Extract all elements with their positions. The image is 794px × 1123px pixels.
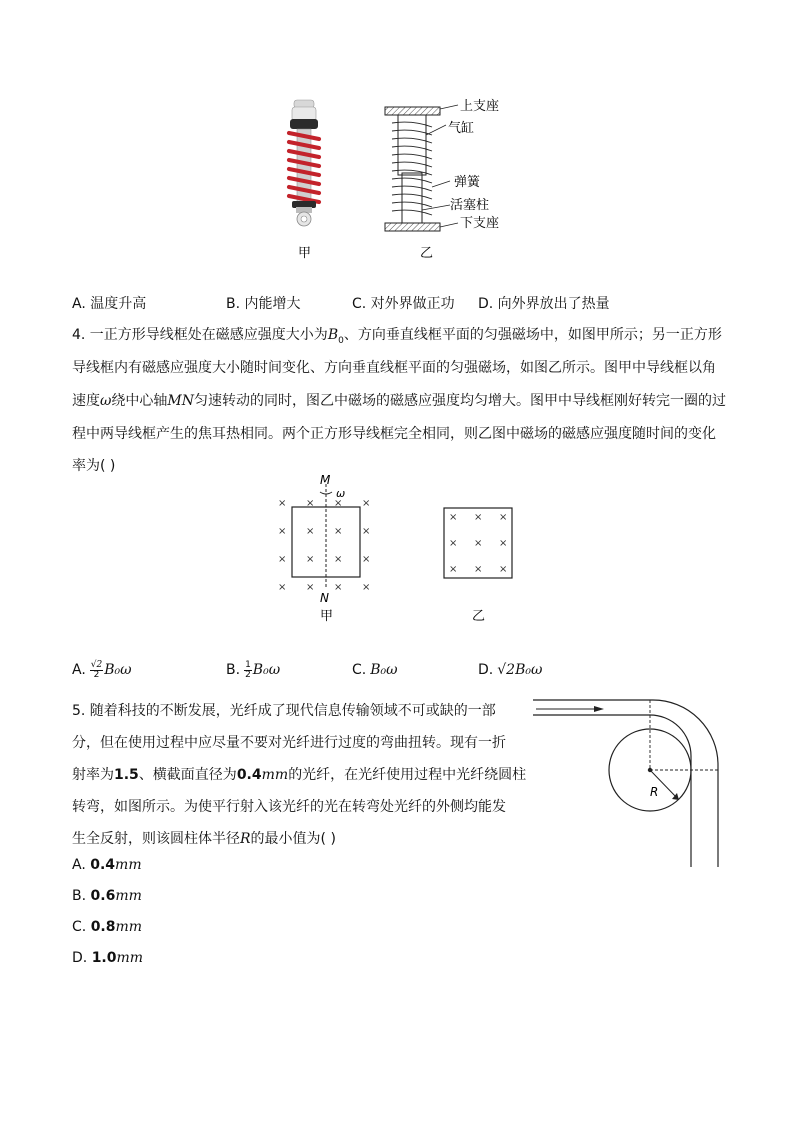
svg-text:×: × bbox=[499, 538, 508, 549]
svg-text:×: × bbox=[306, 498, 315, 509]
svg-text:×: × bbox=[334, 554, 343, 565]
q4-stem-line-3: 速度ω绕中心轴MN匀速转动的同时，图乙中磁场的磁感应强度均匀增大。图甲中导线框刚好转完一圈的过 bbox=[72, 393, 727, 409]
q3-label-yi: 乙 bbox=[420, 246, 434, 261]
label-cylinder: 气缸 bbox=[448, 121, 475, 136]
label-n: N bbox=[320, 591, 329, 605]
q4-option-c: C. B₀ω bbox=[352, 662, 398, 678]
shock-absorber-photo bbox=[289, 100, 319, 226]
q5-stem-line-1: 5. 随着科技的不断发展，光纤成了现代信息传输领域不可或缺的一部 bbox=[72, 703, 496, 719]
svg-text:×: × bbox=[334, 526, 343, 537]
q5-option-a: A. 0.4mm bbox=[72, 857, 142, 873]
svg-text:×: × bbox=[334, 498, 343, 509]
label-spring: 弹簧 bbox=[454, 175, 481, 190]
svg-text:×: × bbox=[362, 498, 371, 509]
label-m: M bbox=[320, 473, 331, 487]
q4-option-b: B. 1 2 B₀ω bbox=[226, 659, 281, 680]
svg-text:×: × bbox=[278, 526, 287, 537]
q5-stem-line-4: 转弯，如图所示。为使平行射入该光纤的光在转弯处光纤的外侧均能发 bbox=[72, 799, 506, 815]
q5-stem-line-3: 射率为1.5、横截面直径为0.4mm的光纤，在光纤使用过程中光纤绕圆柱 bbox=[72, 767, 527, 783]
label-r: R bbox=[650, 785, 659, 799]
q5-option-c: C. 0.8mm bbox=[72, 919, 143, 935]
svg-text:×: × bbox=[474, 512, 483, 523]
label-lower-mount: 下支座 bbox=[460, 216, 500, 231]
q3-option-d: D. 向外界放出了热量 bbox=[478, 296, 610, 312]
svg-text:×: × bbox=[499, 512, 508, 523]
q4-option-d: D. √2B₀ω bbox=[478, 662, 543, 678]
q5-stem-line-2: 分，但在使用过程中应尽量不要对光纤进行过度的弯曲扭转。现有一折 bbox=[72, 735, 506, 751]
q4-stem-line-4: 程中两导线框产生的焦耳热相同。两个正方形导线框完全相同，则乙图中磁场的磁感应强度随时间的变化 bbox=[72, 426, 716, 442]
q4-label-jia: 甲 bbox=[320, 609, 334, 624]
q3-figure bbox=[270, 95, 530, 270]
q4-stem-line-5: 率为( ) bbox=[72, 458, 116, 474]
rotation-arrow-icon bbox=[320, 492, 332, 494]
svg-text:×: × bbox=[306, 526, 315, 537]
q4-label-yi: 乙 bbox=[472, 609, 486, 624]
magnetic-field-crosses-yi bbox=[449, 512, 507, 575]
light-arrow-icon bbox=[594, 706, 604, 712]
label-upper-mount: 上支座 bbox=[460, 99, 500, 114]
q3-label-jia: 甲 bbox=[298, 246, 312, 261]
q5-figure bbox=[528, 695, 728, 875]
fiber-outer-wall bbox=[533, 700, 718, 867]
q4-stem-line-2: 导线框内有磁感应强度大小随时间变化、方向垂直线框平面的匀强磁场，如图乙所示。图甲中导线框以角 bbox=[72, 360, 716, 376]
svg-text:×: × bbox=[278, 554, 287, 565]
svg-text:×: × bbox=[306, 582, 315, 593]
svg-text:×: × bbox=[306, 554, 315, 565]
svg-text:×: × bbox=[278, 582, 287, 593]
label-piston: 活塞柱 bbox=[450, 198, 490, 213]
q4-option-a: A. √2 2 B₀ω bbox=[72, 659, 132, 680]
svg-text:×: × bbox=[474, 564, 483, 575]
label-omega: ω bbox=[336, 487, 346, 500]
q5-stem-line-5: 生全反射，则该圆柱体半径R的最小值为( ) bbox=[72, 831, 336, 847]
q3-option-c: C. 对外界做正功 bbox=[352, 296, 455, 312]
svg-text:×: × bbox=[278, 498, 287, 509]
svg-text:×: × bbox=[449, 538, 458, 549]
fiber-inner-wall bbox=[533, 715, 691, 867]
q4-figure bbox=[270, 470, 530, 630]
svg-text:×: × bbox=[449, 512, 458, 523]
svg-text:×: × bbox=[362, 526, 371, 537]
svg-text:×: × bbox=[449, 564, 458, 575]
svg-text:×: × bbox=[362, 554, 371, 565]
svg-text:×: × bbox=[499, 564, 508, 575]
svg-text:×: × bbox=[362, 582, 371, 593]
q5-option-b: B. 0.6mm bbox=[72, 888, 142, 904]
q3-option-a: A. 温度升高 bbox=[72, 296, 147, 312]
q4-stem-line-1: 4. 一正方形导线框处在磁感应强度大小为$B_0$、方向垂直线框平面的匀强磁场中，如图甲所示；另一正方形 bbox=[72, 327, 722, 346]
svg-text:×: × bbox=[334, 582, 343, 593]
svg-text:×: × bbox=[474, 538, 483, 549]
q5-option-d: D. 1.0mm bbox=[72, 950, 144, 966]
q3-option-b: B. 内能增大 bbox=[226, 296, 301, 312]
